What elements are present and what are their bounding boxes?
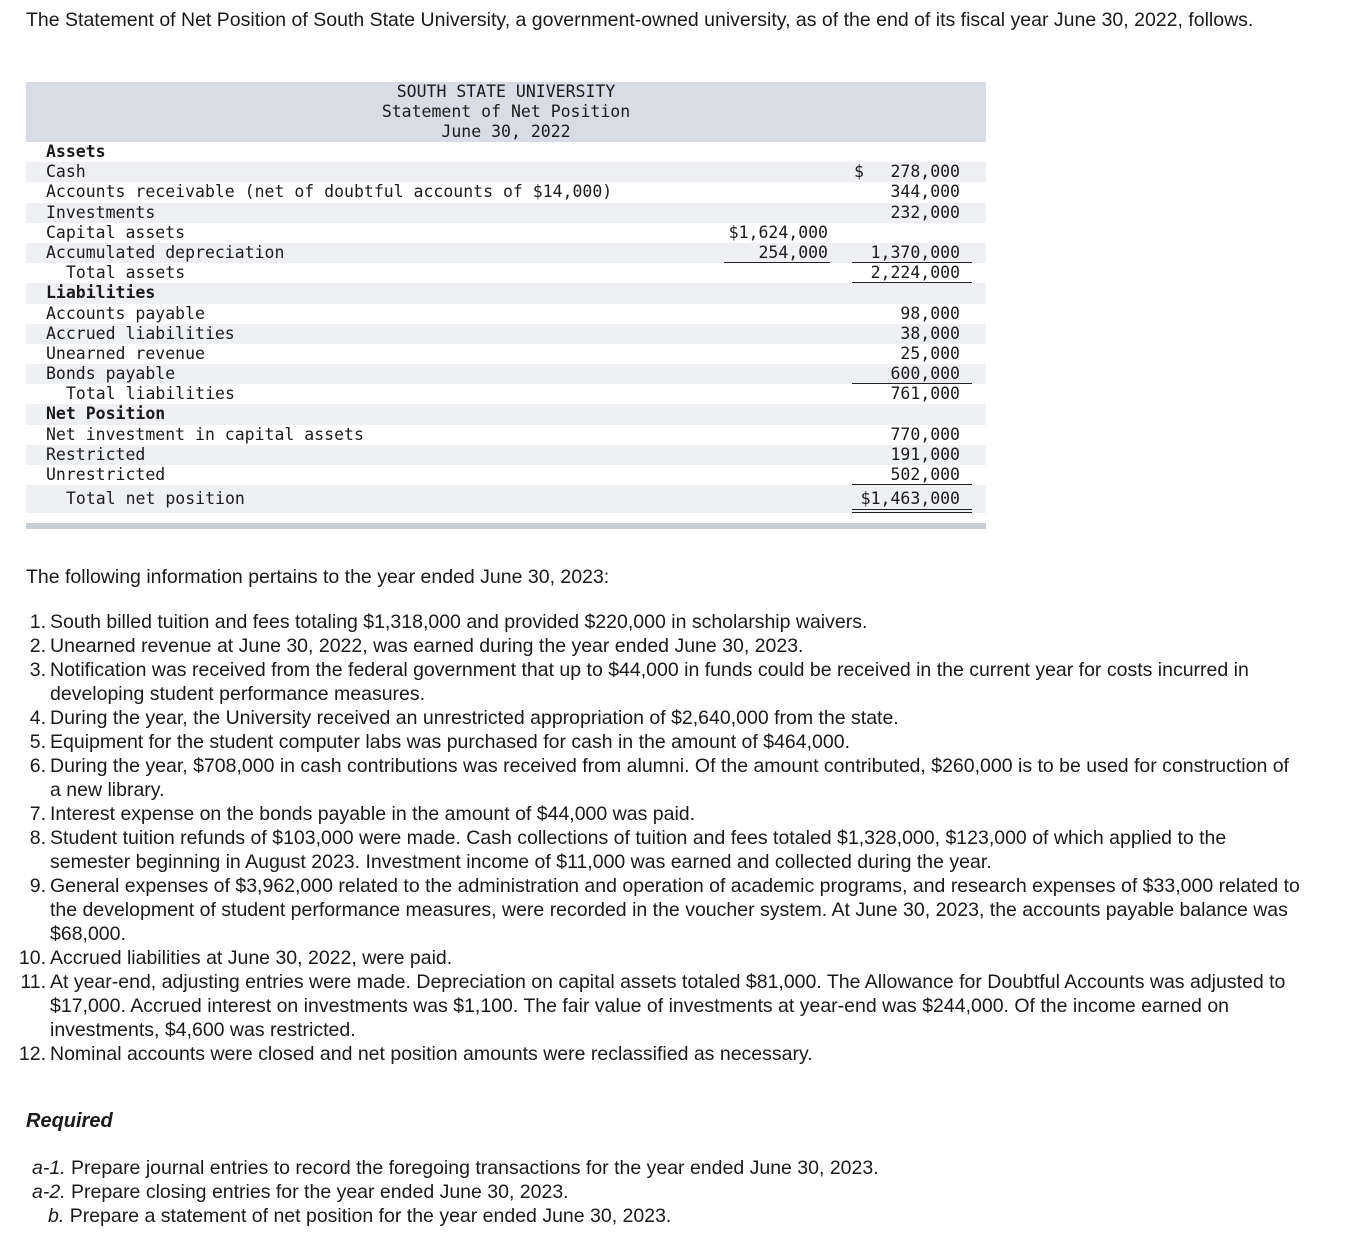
item-text: Equipment for the student computer labs was purchased for cash in the amount of $464,000. [50, 731, 850, 753]
intro-paragraph: The Statement of Net Position of South State University, a government-owned university, as of the end of its fiscal year June 30, 2022, follows. [26, 9, 1254, 31]
row-label: Cash [46, 162, 86, 182]
requirement-tag: b. [48, 1205, 65, 1227]
row-value: 98,000 [900, 303, 960, 323]
table-row [26, 445, 986, 465]
item-number: 11. [20, 971, 46, 993]
statement-footer-bar [26, 523, 986, 529]
item-text: Notification was received from the federal government that up to $44,000 in funds could be received in the current year for costs incurred in developing student performance measures. [50, 659, 1249, 705]
item-text: Nominal accounts were closed and net position amounts were reclassified as necessary. [50, 1043, 813, 1065]
item-text: Interest expense on the bonds payable in the amount of $44,000 was paid. [50, 803, 696, 825]
following-info: The following information pertains to the year ended June 30, 2023: [26, 566, 610, 588]
total-liabilities-row [26, 384, 986, 404]
statement-of-net-position [26, 82, 986, 529]
list-item [29, 730, 1300, 754]
table-row [26, 465, 986, 485]
double-underline-bottom [852, 512, 972, 513]
list-item [29, 706, 1300, 730]
net-position-heading-row [26, 404, 986, 424]
row-value: 191,000 [890, 444, 960, 464]
list-item [29, 826, 1300, 874]
row-value: 761,000 [890, 384, 960, 404]
dollar-sign: $ [854, 162, 864, 182]
row-value: 344,000 [890, 182, 960, 202]
row-value: $1,463,000 [860, 489, 960, 509]
item-number: 9. [29, 875, 46, 897]
item-text: Student tuition refunds of $103,000 were made. Cash collections of tuition and fees totaled $1,328,000, $123,000 of which applied to the semester beginning in August 2023. Investment income of $11,000 was earned and collected during the year. [50, 827, 1227, 873]
item-number: 3. [29, 659, 46, 681]
item-number: 4. [29, 707, 46, 729]
requirement-tag: a-1. [32, 1157, 66, 1179]
table-row [26, 182, 986, 202]
row-subvalue: 254,000 [758, 242, 828, 262]
total-net-position-row [26, 485, 986, 513]
requirement-tag: a-2. [32, 1181, 66, 1203]
row-value: 1,370,000 [870, 242, 960, 262]
list-item [20, 970, 1300, 1042]
required-heading: Required [26, 1110, 113, 1132]
net-position-heading: Net Position [46, 404, 166, 424]
item-number: 5. [29, 731, 46, 753]
table-row [26, 364, 986, 384]
table-row [26, 304, 986, 324]
item-number: 8. [29, 827, 46, 849]
statement-date: June 30, 2022 [441, 122, 571, 141]
item-text: During the year, the University received an unrestricted appropriation of $2,640,000 from the state. [50, 707, 899, 729]
item-text: During the year, $708,000 in cash contributions was received from alumni. Of the amount contributed, $260,000 is to be used for construction of a new library. [50, 755, 1289, 801]
statement-header [26, 82, 986, 142]
requirement-item [32, 1180, 879, 1204]
row-label: Accrued liabilities [46, 323, 235, 343]
row-label: Accounts receivable (net of doubtful accounts of $14,000) [46, 182, 613, 202]
row-subvalue: $1,624,000 [728, 222, 828, 242]
table-row [26, 425, 986, 445]
list-item [29, 802, 1300, 826]
item-number: 12. [18, 1043, 46, 1065]
requirement-item [32, 1156, 879, 1180]
item-number: 6. [29, 755, 46, 777]
row-value: 600,000 [890, 364, 960, 384]
assets-heading: Assets [46, 142, 106, 161]
item-text: General expenses of $3,962,000 related to the administration and operation of academic programs, and research expenses of $33,000 related to the development of student performance measures, were recorded in the voucher system. At June 30, 2023, the accounts payable balance was $68,000. [50, 875, 1300, 945]
table-row [26, 203, 986, 223]
liabilities-heading-row [26, 283, 986, 303]
row-label: Total liabilities [66, 384, 235, 404]
requirement-text: Prepare closing entries for the year ended June 30, 2023. [71, 1181, 569, 1203]
double-underline-top [852, 509, 972, 510]
statement-subtitle: Statement of Net Position [381, 102, 631, 121]
table-row [26, 223, 986, 243]
row-value: 502,000 [890, 465, 960, 484]
list-item [29, 610, 1300, 634]
list-item [18, 1042, 1300, 1066]
row-value: 278,000 [890, 162, 960, 182]
list-item [29, 634, 1300, 658]
row-label: Restricted [46, 444, 146, 464]
item-text: Accrued liabilities at June 30, 2022, were paid. [50, 947, 453, 969]
item-number: 2. [29, 635, 46, 657]
list-item [29, 754, 1300, 802]
row-label: Unrestricted [46, 465, 166, 484]
transaction-list [18, 610, 1300, 1066]
row-value: 38,000 [900, 323, 960, 343]
table-row [26, 324, 986, 344]
row-label: Total assets [66, 263, 186, 283]
row-label: Net investment in capital assets [46, 424, 364, 444]
item-number: 1. [29, 611, 46, 633]
row-label: Bonds payable [46, 364, 176, 384]
requirement-text: Prepare journal entries to record the foregoing transactions for the year ended June 30, 2023. [71, 1157, 879, 1179]
list-item [18, 946, 1300, 970]
statement-title: SOUTH STATE UNIVERSITY [396, 82, 616, 101]
row-label: Investments [46, 202, 156, 222]
row-label: Accounts payable [46, 303, 205, 323]
requirements-list [0, 1156, 879, 1228]
liabilities-heading: Liabilities [46, 283, 156, 303]
table-row [26, 344, 986, 364]
assets-heading-row [26, 142, 986, 162]
row-label: Unearned revenue [46, 343, 205, 363]
item-number: 10. [18, 947, 46, 969]
row-value: 770,000 [890, 424, 960, 444]
requirement-item [48, 1204, 895, 1228]
row-value: 25,000 [900, 343, 960, 363]
list-item [29, 658, 1300, 706]
row-label: Capital assets [46, 222, 186, 242]
table-row [26, 162, 986, 182]
row-label: Total net position [66, 489, 245, 509]
requirement-text: Prepare a statement of net position for the year ended June 30, 2023. [69, 1205, 672, 1227]
item-text: Unearned revenue at June 30, 2022, was earned during the year ended June 30, 2023. [50, 635, 804, 657]
row-value: 232,000 [890, 202, 960, 222]
row-value: 2,224,000 [870, 263, 960, 283]
item-number: 7. [29, 803, 46, 825]
item-text: At year-end, adjusting entries were made. Depreciation on capital assets totaled $81,000. The Allowance for Doubtful Accounts was adjusted to $17,000. Accrued interest on investments was $1,100. The fair value of investments at year-end was $244,000. Of the income earned on investments, $4,600 was restricted. [50, 971, 1286, 1041]
total-assets-row [26, 263, 986, 283]
item-text: South billed tuition and fees totaling $1,318,000 and provided $220,000 in scholarship waivers. [50, 611, 868, 633]
row-label: Accumulated depreciation [46, 242, 285, 262]
table-row [26, 243, 986, 263]
list-item [29, 874, 1300, 946]
